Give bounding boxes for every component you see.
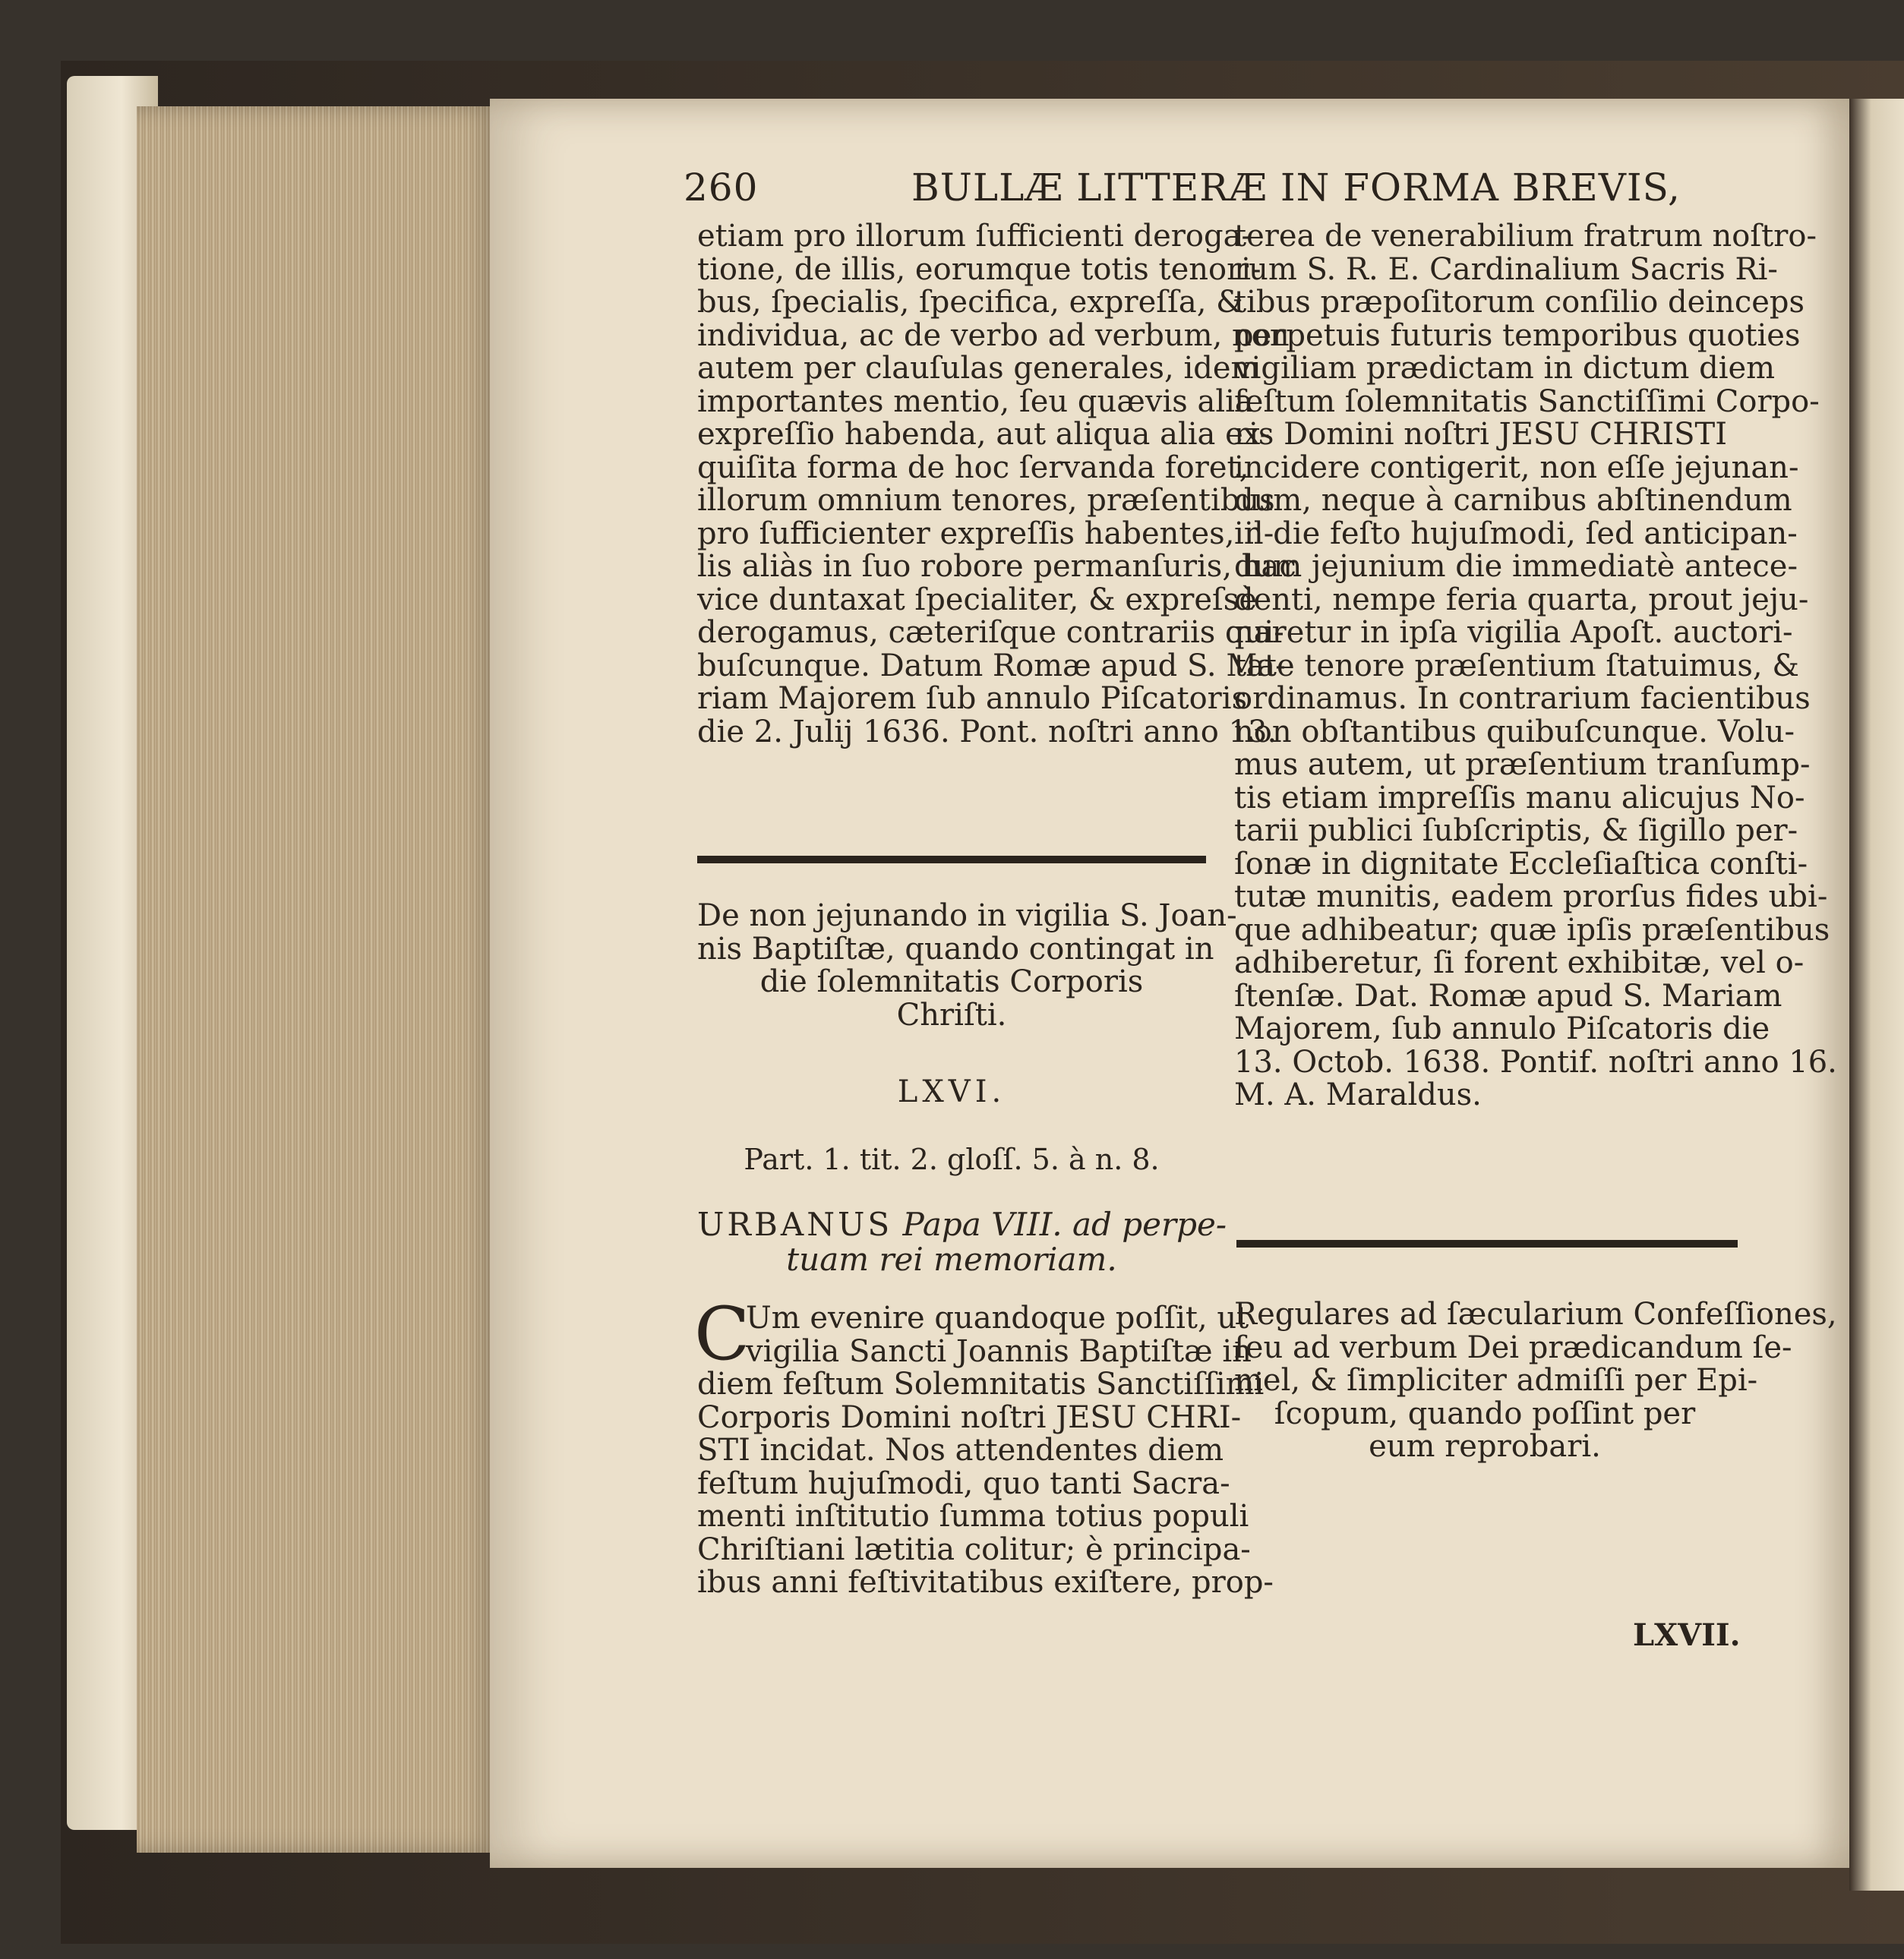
text-line: Corporis Domini noſtri JESU CHRI- xyxy=(697,1399,1242,1435)
section-heading-lxvi xyxy=(697,898,1237,1033)
pope-name: URBANUS xyxy=(697,1206,893,1243)
text-line: que adhibeatur; quæ ipſis præſentibus xyxy=(1234,912,1830,948)
section-reference: Part. 1. tit. 2. gloſſ. 5. à n. 8. xyxy=(744,1143,1160,1176)
drop-capital: C xyxy=(694,1292,750,1377)
text-line: die 2. Julij 1636. Pont. noſtri anno 13. xyxy=(697,714,1277,749)
catchword: LXVII. xyxy=(1633,1617,1741,1653)
text-line: ibus anni feſtivitatibus exiſtere, prop- xyxy=(697,1565,1274,1600)
text-line: buſcunque. Datum Romæ apud S. Ma- xyxy=(697,648,1286,683)
text-line: feſtum hujuſmodi, quo tanti Sacra- xyxy=(697,1465,1230,1501)
header-title: BULLÆ LITTERÆ IN FORMA BREVIS, xyxy=(911,166,1681,210)
text-line: Majorem, ſub annulo Piſcatoris die xyxy=(1234,1011,1770,1046)
text-line: Um evenire quandoque poſſit, ut xyxy=(746,1301,1249,1336)
text-line: bus, ſpecialis, ſpecifica, expreſſa, & xyxy=(697,285,1243,320)
text-line: etiam pro illorum ſufficienti deroga- xyxy=(697,219,1252,254)
text-line: vice duntaxat ſpecialiter, & expreſsè xyxy=(697,582,1257,617)
text-line: ſtenſæ. Dat. Romæ apud S. Mariam xyxy=(1234,978,1782,1014)
section-rule xyxy=(1236,1240,1738,1248)
text-line: ris Domini noſtri JESU CHRISTI xyxy=(1234,417,1728,452)
text-line: 13. Octob. 1638. Pontif. noſtri anno 16. xyxy=(1234,1044,1837,1080)
text-line: autem per clauſulas generales, idem xyxy=(697,351,1260,386)
text-line: Chriſtiani lætitia colitur; è principa- xyxy=(697,1532,1251,1567)
text-line: lis aliàs in ſuo robore permanſuris, hac xyxy=(697,549,1296,584)
text-line: derogamus, cæteriſque contrariis qui- xyxy=(697,615,1284,650)
text-line: dum, neque à carnibus abſtinendum xyxy=(1234,483,1792,518)
text-line: naretur in ipſa vigilia Apoſt. auctori- xyxy=(1234,615,1793,650)
page-number: 260 xyxy=(684,166,759,210)
text-line: incidere contigerit, non eſſe jejunan- xyxy=(1234,450,1799,485)
text-line: mus autem, ut præſentium tranſump- xyxy=(1234,747,1811,782)
section-heading-lxvii xyxy=(1234,1297,1837,1464)
text-line: vigiliam prædictam in dictum diem xyxy=(1234,351,1776,386)
text-line: feſtum ſolemnitatis Sanctiſſimi Corpo- xyxy=(1234,383,1820,419)
text-line: adhiberetur, ſi forent exhibitæ, vel o- xyxy=(1234,945,1805,980)
text-line: importantes mentio, ſeu quævis alia xyxy=(697,383,1253,419)
text-line: diem feſtum Solemnitatis Sanctiſſimi xyxy=(697,1367,1265,1402)
left-column xyxy=(697,219,1296,749)
text-line: STI incidat. Nos attendentes diem xyxy=(697,1433,1224,1468)
text-line: pro ſufficienter expreſſis habentes, il- xyxy=(697,516,1274,551)
heading-line: die ſolemnitatis Corporis xyxy=(759,964,1144,999)
text-line: menti inſtitutio ſumma totius populi xyxy=(697,1499,1249,1534)
text-line: illorum omnium tenores, præſentibus xyxy=(697,483,1275,518)
heading-line: eum reprobari. xyxy=(1369,1429,1601,1464)
bull-body-text xyxy=(694,1292,1274,1600)
papal-address xyxy=(697,1206,1227,1278)
text-line: individua, ac de verbo ad verbum, non xyxy=(697,317,1290,353)
address-line-2: tuam rei memoriam. xyxy=(786,1241,1117,1278)
right-column xyxy=(1234,219,1837,1112)
heading-line: mel, & ſimpliciter admiſſi per Epi- xyxy=(1234,1363,1758,1398)
heading-line: De non jejunando in vigilia S. Joan- xyxy=(697,898,1237,933)
text-line: M. A. Maraldus. xyxy=(1234,1077,1482,1112)
text-line: tate tenore præſentium ſtatuimus, & xyxy=(1234,648,1799,683)
heading-line: ſcopum, quando poſſint per xyxy=(1274,1396,1696,1431)
text-line: ordinamus. In contrarium facientibus xyxy=(1234,681,1811,716)
text-line: tarii publici ſubſcriptis, & ſigillo per- xyxy=(1234,813,1798,848)
text-line: riam Majorem ſub annulo Piſcatoris xyxy=(697,681,1248,716)
heading-line: ſeu ad verbum Dei prædicandum ſe- xyxy=(1234,1330,1792,1365)
text-line: quiſita forma de hoc ſervanda foret, xyxy=(697,450,1249,485)
facing-page-edge xyxy=(1849,99,1904,1891)
text-line: ſonæ in dignitate Eccleſiaſtica conſti- xyxy=(1234,846,1808,882)
text-line: tis etiam impreſſis manu alicujus No- xyxy=(1234,780,1805,815)
text-line: tibus præpoſitorum conſilio deinceps xyxy=(1234,285,1805,320)
section-rule xyxy=(697,856,1206,863)
heading-line: nis Baptiſtæ, quando contingat in xyxy=(697,931,1214,967)
address-line-1: Papa VIII. ad perpe- xyxy=(902,1206,1227,1243)
text-line: in die feſto hujuſmodi, ſed anticipan- xyxy=(1234,516,1798,551)
text-line: non obſtantibus quibuſcunque. Volu- xyxy=(1234,714,1795,749)
heading-line: Regulares ad ſæcularium Confeſſiones, xyxy=(1234,1297,1837,1332)
text-line: denti, nempe feria quarta, prout jeju- xyxy=(1234,582,1809,617)
text-line: rum S. R. E. Cardinalium Sacris Ri- xyxy=(1234,251,1778,287)
text-line: vigilia Sancti Joannis Baptiſtæ in xyxy=(746,1333,1252,1369)
text-line: perpetuis futuris temporibus quoties xyxy=(1234,317,1801,353)
running-head xyxy=(684,166,1681,219)
section-numeral: LXVI. xyxy=(897,1074,1006,1109)
text-line: terea de venerabilium fratrum noſtro- xyxy=(1234,219,1817,254)
text-line: expreſſio habenda, aut aliqua alia ex- xyxy=(697,417,1271,452)
text-line: tutæ munitis, eadem prorſus fides ubi- xyxy=(1234,879,1828,914)
page-block-edge xyxy=(137,106,501,1853)
text-line: dum jejunium die immediatè antece- xyxy=(1234,549,1798,584)
heading-line: Chriſti. xyxy=(896,997,1007,1033)
text-line: tione, de illis, eorumque totis tenori- xyxy=(697,251,1261,287)
